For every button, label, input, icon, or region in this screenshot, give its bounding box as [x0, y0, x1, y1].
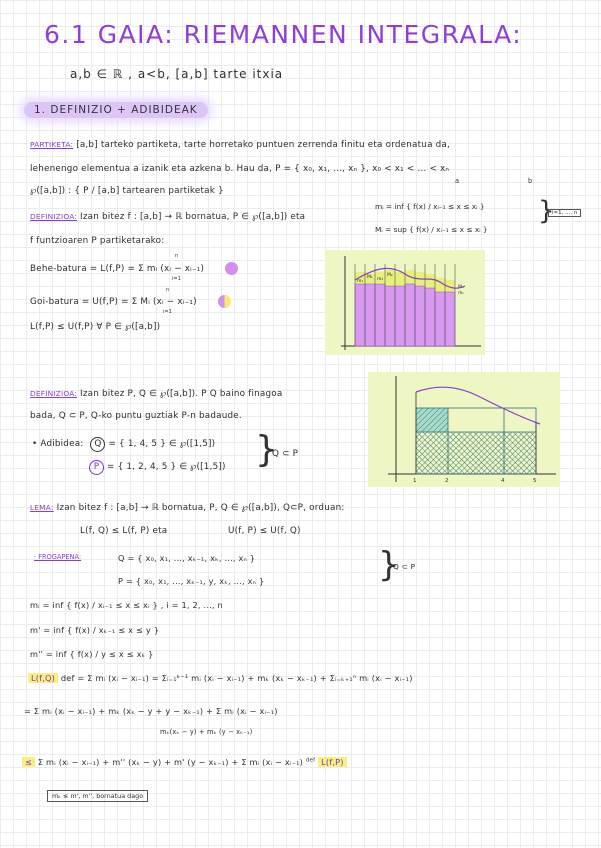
definizioa1-line-2: f funtzioaren P partiketarako: [30, 236, 165, 246]
partiketa-sub-a: a [455, 177, 460, 185]
definition-brace: } [538, 196, 555, 226]
definizioa2-line-1 [30, 389, 282, 399]
section-heading [24, 98, 208, 117]
partiketa-sub-b: b [528, 177, 533, 185]
example-brace: } [255, 429, 278, 470]
graph1-m2: m₂ [377, 277, 384, 282]
example-label: • Adibidea: [32, 439, 84, 449]
graph1-m1: m₁ [357, 279, 364, 284]
definizioa2-line-2: bada, Q ⊂ P, Q-ko puntu guztiak P-n badaude. [30, 411, 242, 421]
behe-batura [30, 262, 238, 275]
graph1-mn: mₙ [458, 291, 465, 296]
q-circle: Q [90, 437, 105, 452]
subtitle: a,b ∈ ℝ , a<b, [a,b] tarte itxia [70, 67, 284, 81]
example-brace-result: Q ⊂ P [272, 449, 299, 459]
L-f-P-highlight: L(f,P) [318, 757, 347, 767]
partiketa-line-1 [30, 140, 450, 150]
goi-sum-bot: i=1 [163, 309, 172, 315]
riemann-graph-2 [368, 372, 560, 487]
goi-batura [30, 295, 231, 308]
L-f-Q-highlight: L(f,Q) [28, 673, 58, 683]
riemann-graph-2-svg [368, 372, 560, 487]
lema-line-2a: L(f, Q) ≤ L(f, P) eta [80, 526, 168, 536]
q-set: = { 1, 4, 5 } ∈ ℘([1,5]) [108, 439, 216, 449]
froga-eq-3-text: Σ mᵢ (xᵢ − xᵢ₋₁) + m'' (xₖ − y) + m' (y − xₖ₋₁) + Σ mᵢ (xᵢ − xᵢ₋₁) [37, 757, 304, 767]
partiketa-text-1: [a,b] tarteko partiketa, tarte horretako puntuen zerrenda finitu eta ordenatua da, [76, 140, 451, 150]
froga-eq-2: = Σ mᵢ (xᵢ − xᵢ₋₁) + mₖ (xₖ − y + y − xₖ₋₁) + Σ mᵢ (xᵢ − xᵢ₋₁) [24, 706, 278, 716]
riemann-graph-1 [325, 250, 485, 355]
froga-mi: mᵢ = inf { f(x) / xᵢ₋₁ ≤ x ≤ xᵢ } , i = 1, 2, ..., n [30, 600, 223, 610]
graph2-tick-4: 4 [501, 478, 505, 484]
partiketa-line-3: ℘([a,b]) : { P / [a,b] tartearen partiketak } [30, 186, 224, 196]
graph1-M2: M₂ [387, 273, 393, 278]
p-set: = { 1, 2, 4, 5 } ∈ ℘([1,5]) [107, 462, 226, 472]
definizioa1-text: Izan bitez f : [a,b] → ℝ bornatua, P ∈ ℘([a,b]) eta [80, 212, 306, 222]
froga-p-set: P = { x₀, x₁, ..., xₖ₋₁, y, xₖ, ..., xₙ } [118, 576, 265, 586]
example-q [32, 437, 215, 452]
lema-line-2b: U(f, P) ≤ U(f, Q) [228, 526, 301, 536]
froga-m-double-prime: m'' = inf { f(x) / y ≤ x ≤ xₖ } [30, 649, 154, 659]
definizioa1-label: DEFINIZIOA: [30, 212, 78, 221]
froga-eq-2-under: mₖ(xₖ − y) + mₖ (y − xₖ₋₁) [160, 728, 253, 736]
froga-brace-result: Q ⊂ P [393, 562, 416, 571]
lema-label: LEMA: [30, 503, 54, 512]
partiketa-label: PARTIKETA: [30, 140, 74, 149]
behe-sum-top: n [175, 253, 179, 259]
sup-definition: Mᵢ = sup { f(x) / xᵢ₋₁ ≤ x ≤ xᵢ } [375, 225, 488, 234]
leq-highlight: ≤ [22, 757, 35, 767]
frogapena-label: · FROGAPENA: [34, 553, 82, 561]
definizioa1-line-1 [30, 212, 305, 222]
froga-eq-3 [22, 757, 347, 767]
definizioa2-text-1: Izan bitez P, Q ∈ ℘([a,b]). P Q baino finagoa [80, 389, 283, 399]
froga-eq-3-def: def [305, 757, 316, 764]
sum-inequality: L(f,P) ≤ U(f,P) ∀ P ∈ ℘([a,b]) [30, 322, 161, 332]
example-p [89, 460, 226, 475]
inf-definition: mᵢ = inf { f(x) / xᵢ₋₁ ≤ x ≤ xᵢ } [375, 202, 485, 211]
goi-dot [218, 295, 231, 308]
definizioa2-label: DEFINIZIOA: [30, 389, 78, 398]
graph2-tick-5: 5 [533, 478, 537, 484]
goi-sum-top: n [166, 287, 170, 293]
graph1-M1: M₁ [367, 275, 373, 280]
froga-m-prime: m' = inf { f(x) / xₖ₋₁ ≤ x ≤ y } [30, 625, 160, 635]
behe-batura-text: Behe-batura = L(f,P) = Σ mᵢ (xᵢ − xᵢ₋₁) [30, 264, 205, 274]
section-1-label: 1. DEFINIZIO + ADIBIDEAK [24, 102, 208, 118]
page-title: 6.1 GAIA: RIEMANNEN INTEGRALA: [44, 20, 523, 49]
partiketa-line-2: lehenengo elementua a izanik eta azkena b. Hau da, P = { x₀, x₁, ..., xₙ }, x₀ < x₁ < ... < xₙ [30, 164, 450, 174]
riemann-graph-1-svg [325, 250, 485, 355]
behe-sum-bot: i=1 [172, 276, 181, 282]
lema-line-1 [30, 503, 345, 513]
p-circle: P [89, 460, 104, 475]
froga-brace: } [378, 545, 400, 585]
froga-eq-1 [28, 673, 413, 683]
froga-eq-1-text: def = Σ mᵢ (xᵢ − xᵢ₋₁) = Σᵢ₌₁ᵏ⁻¹ mᵢ (xᵢ − xᵢ₋₁) + mₖ (xₖ − xₖ₋₁) + Σᵢ₌ₖ₊₁ⁿ mᵢ (xᵢ − xᵢ₋₁) [60, 673, 413, 683]
graph2-tick-2: 2 [445, 478, 449, 484]
froga-q-set: Q = { x₀, x₁, ..., xₖ₋₁, xₖ, ..., xₙ } [118, 553, 256, 563]
graph2-tick-1: 1 [413, 478, 417, 484]
behe-dot [225, 262, 238, 275]
index-range-box: i=1, ..., n [548, 209, 581, 217]
bottom-note-box: mₖ ≤ m', m'', bornatua dago [47, 790, 148, 802]
goi-batura-text: Goi-batura = U(f,P) = Σ Mᵢ (xᵢ − xᵢ₋₁) [30, 297, 197, 307]
lema-text: Izan bitez f : [a,b] → ℝ bornatua, P, Q ∈ ℘([a,b]), Q⊂P, orduan: [56, 503, 345, 513]
graph1-Mn: Mₙ [458, 285, 464, 290]
